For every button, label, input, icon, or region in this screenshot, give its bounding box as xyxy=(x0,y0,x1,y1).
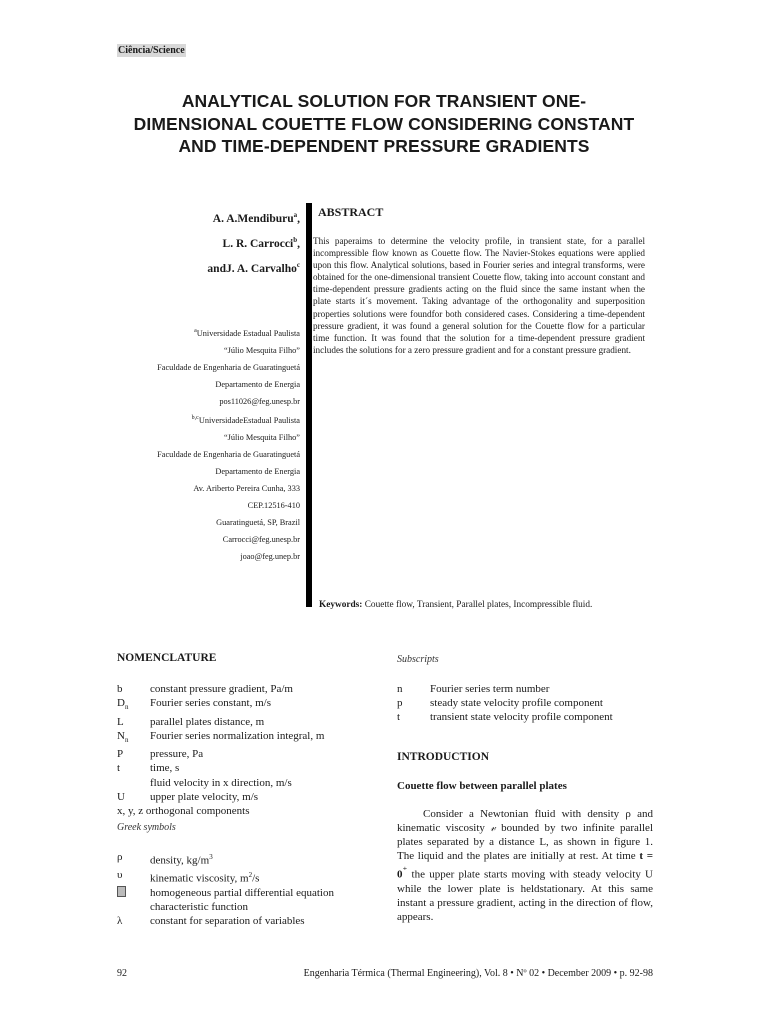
subscripts-list xyxy=(397,682,657,725)
nomenclature-heading: NOMENCLATURE xyxy=(117,652,217,664)
keywords-text: Couette flow, Transient, Parallel plates, Incompressible fluid. xyxy=(362,600,593,610)
affiliation-line: Departamento de Energia xyxy=(215,379,300,389)
greek-symbols-list xyxy=(117,850,387,928)
subscripts-heading: Subscripts xyxy=(397,654,439,665)
affiliation-line: Departamento de Energia xyxy=(215,466,300,476)
affiliation-line: Faculdade de Engenharia de Guaratinguetá xyxy=(157,449,300,459)
affiliation-line: CEP.12516-410 xyxy=(247,500,300,510)
page-number: 92 xyxy=(117,968,127,979)
affiliation-line: Av. Ariberto Pereira Cunha, 333 xyxy=(193,483,300,493)
affiliation-line: “Júlio Mesquita Filho” xyxy=(223,432,300,442)
affiliation-line: $^a$Universidade Estadual Paulista xyxy=(194,328,300,338)
list-item: homogeneous partial differential equation xyxy=(117,886,387,900)
author-2: L. R. Carrocci$^b$, xyxy=(222,235,300,250)
list-item: $D_n$ Fourier series constant, m/s xyxy=(117,697,271,712)
abstract-divider xyxy=(306,203,312,607)
affiliations xyxy=(100,323,300,565)
affiliation-line: Faculdade de Engenharia de Guaratinguetá xyxy=(157,362,300,372)
affiliation-line: Guaratinguetá, SP, Brazil xyxy=(216,517,300,527)
affiliation-email: joao@feg.unep.br xyxy=(240,551,300,561)
keywords xyxy=(319,600,592,610)
keywords-label: Keywords: xyxy=(319,600,363,610)
journal-footer: Engenharia Térmica (Thermal Engineering), Vol. 8 • Nº 02 • December 2009 • p. 92-98 xyxy=(303,968,653,979)
list-item: L parallel plates distance, m xyxy=(117,715,265,728)
paper-title: ANALYTICAL SOLUTION FOR TRANSIENT ONE-DIMENSIONAL COUETTE FLOW CONSIDERING CONSTANT AND TIME-DEPENDENT PRESSURE GRADIENTS xyxy=(133,91,635,156)
greek-symbols-heading: Greek symbols xyxy=(117,822,176,833)
affiliation-email: Carrocci@feg.unesp.br xyxy=(222,534,300,544)
list-item: λ constant for separation of variables xyxy=(117,915,305,928)
introduction-subheading: Couette flow between parallel plates xyxy=(397,780,567,792)
author-1: A. A.Mendiburu$^a$, xyxy=(212,211,300,225)
list-item: n Fourier series term number xyxy=(397,683,550,695)
list-item: $N_n$ Fourier series normalization integral, m xyxy=(117,729,325,744)
introduction-heading: INTRODUCTION xyxy=(397,751,490,763)
author-3: andJ. A. Carvalho$^c$ xyxy=(207,260,300,275)
list-item: fluid velocity in x direction, m/s xyxy=(150,776,292,789)
list-item: ρ density, $kg/m^3$ xyxy=(117,851,213,867)
affiliation-email: pos11026@feg.unesp.br xyxy=(219,396,300,406)
symbol-glyph-icon xyxy=(117,886,126,897)
abstract-heading: ABSTRACT xyxy=(318,205,384,219)
list-item: characteristic function xyxy=(150,900,249,913)
list-item: P pressure, Pa xyxy=(117,748,204,761)
introduction-paragraph: Consider a Newtonian fluid with density ρ and kinematic viscosity 𝓋 bounded by two infinite parallel plates separated by a distance L, as shown in figure 1. The liquid and the plates are initially at rest. At time t = 0⁺ the upper plate starts moving with steady velocity U while the lower plate is heldstationary. At this same instant a pressure gradient, acting in the direction of flow, appears. xyxy=(397,808,653,924)
section-tag: Ciência/Science xyxy=(118,45,185,56)
list-item: p steady state velocity profile component xyxy=(397,697,603,710)
list-item: t transient state velocity profile component xyxy=(397,711,613,724)
author-list xyxy=(130,205,300,279)
abstract-text: This paperaims to determine the velocity profile, in transient state, for a parallel incompressible flow known as Couette flow. The Navier-Stokes equations were applied upon this flow. Analytical solutions, based in Fourier series and integral transforms, were obtained for the one-dimensional transient Couette flow, taking into account constant and time-dependent pressure gradients acting on the fluid since the same instant when the plate starts it´s movement. Taking advantage of the orthogonality and superposition properties solutions were foundfor both considered cases. Considering a time-dependent pressure gradient, it was found a general solution for the Couette flow for a particular time function. It was found that the solution for a time-dependent pressure gradient includes the solutions for a zero pressure gradient and for a constant pressure gradient. xyxy=(313,236,645,355)
affiliation-line: $^{b,c}$UniversidadeEstadual Paulista xyxy=(191,414,300,425)
list-item: U upper plate velocity, m/s xyxy=(117,790,259,803)
affiliation-line: “Júlio Mesquita Filho” xyxy=(223,345,300,355)
list-item: t time, s xyxy=(117,762,180,775)
list-item: υ kinematic viscosity, $m^2/s$ xyxy=(117,868,260,885)
list-item: b constant pressure gradient, Pa/m xyxy=(117,683,293,695)
nomenclature-list xyxy=(117,682,387,818)
list-item: x, y, z orthogonal components xyxy=(117,805,250,817)
